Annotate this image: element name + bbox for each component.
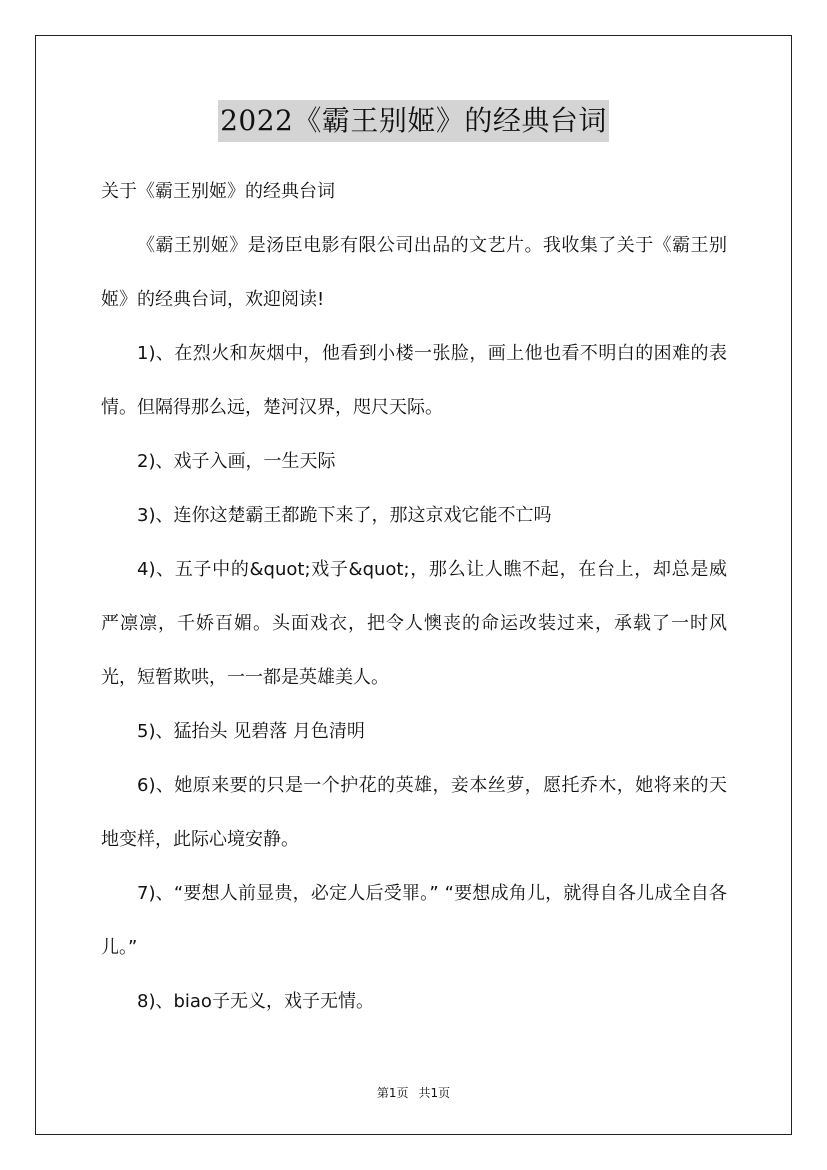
- quote-paragraph-6: 6)、她原来要的只是一个护花的英雄，妾本丝萝，愿托乔木，她将来的天地变样，此际心境安静。: [101, 775, 727, 850]
- intro-paragraph: 《霸王别姬》是汤臣电影有限公司出品的文艺片。我收集了关于《霸王别姬》的经典台词，欢迎阅读!: [101, 235, 727, 310]
- heading-line: 关于《霸王别姬》的经典台词: [101, 181, 335, 202]
- quote-paragraph-7: 7)、“要想人前显贵，必定人后受罪。” “要想成角儿，就得自各儿成全自各儿。”: [101, 883, 727, 958]
- document-body: [101, 165, 727, 1029]
- document-title: 2022《霸王别姬》的经典台词: [218, 100, 609, 142]
- quote-paragraph-5: 5)、猛抬头 见碧落 月色清明: [137, 721, 365, 742]
- quote-paragraph-8: 8)、biao子无义，戏子无情。: [137, 991, 374, 1012]
- title-container: [0, 100, 827, 142]
- page-footer: [0, 1084, 827, 1101]
- quote-paragraph-4: 4)、五子中的&quot;戏子&quot;，那么让人瞧不起，在台上，却总是威严凛凛，千娇百媚。头面戏衣，把令人懊丧的命运改装过来，承载了一时风光，短暂欺哄，一一都是英雄美人。: [101, 559, 727, 688]
- quote-paragraph-3: 3)、连你这楚霸王都跪下来了，那这京戏它能不亡吗: [137, 505, 552, 526]
- quote-paragraph-1: 1)、在烈火和灰烟中，他看到小楼一张脸，画上他也看不明白的困难的表情。但隔得那么远，楚河汉界，咫尺天际。: [101, 343, 727, 418]
- page-number: 第1页: [376, 1086, 409, 1100]
- page-total: 共1页: [418, 1086, 451, 1100]
- quote-paragraph-2: 2)、戏子入画，一生天际: [137, 451, 336, 472]
